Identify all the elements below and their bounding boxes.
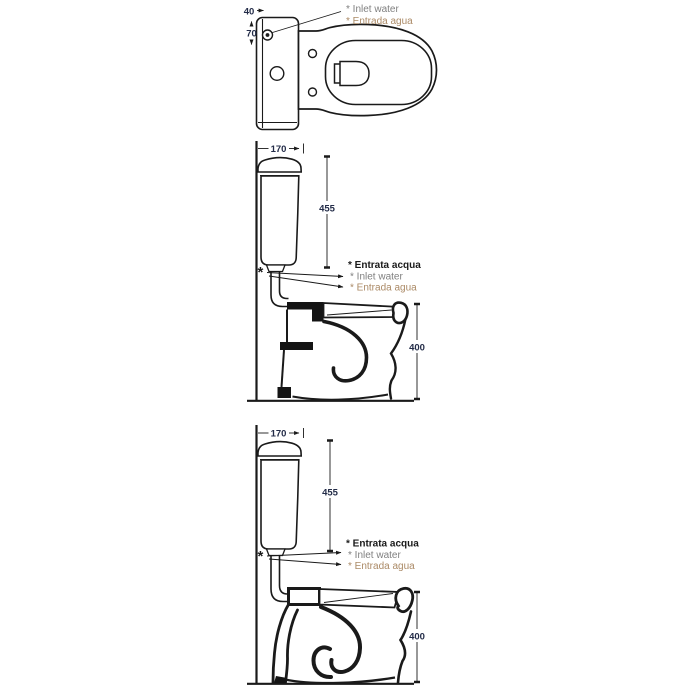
svg-text:70: 70 [246, 28, 257, 40]
cistern-outlet [267, 265, 286, 272]
svg-text:170: 170 [270, 428, 287, 440]
svg-text:170: 170 [270, 144, 287, 155]
dim-400 [406, 304, 428, 400]
leader-line [267, 273, 343, 277]
s-inlet-label-es: * Entrada agua [348, 561, 415, 572]
trap-channel [321, 607, 360, 672]
flush-opening-plan [340, 62, 369, 86]
inlet-point-icon [263, 30, 273, 40]
top-inlet-label-es: * Entrada agua [346, 16, 413, 27]
bowl-p-trap [278, 302, 408, 400]
dim-40 [244, 7, 264, 18]
trap-channel [324, 322, 367, 381]
dim-455 [319, 441, 341, 552]
s-inlet-label-it: * Entrata acqua [346, 538, 419, 550]
p-inlet-label-it: * Entrata acqua [348, 260, 421, 271]
dim-70 [246, 22, 257, 45]
top-inlet-label-en: * Inlet water [346, 4, 399, 15]
svg-text:455: 455 [322, 487, 338, 499]
p-inlet-label-en: * Inlet water [350, 271, 403, 283]
trap-channel [314, 647, 332, 677]
inlet-asterisk: * [257, 548, 264, 565]
seat-plan [299, 24, 437, 115]
hinge-hole-bottom-icon [309, 88, 317, 96]
flush-knob-icon [270, 67, 284, 81]
top-view [244, 4, 437, 130]
svg-text:400: 400 [409, 342, 425, 354]
dim-455 [316, 157, 338, 268]
rim-front-curl [396, 588, 413, 611]
dim-170 [258, 428, 304, 440]
p-inlet-label-es: * Entrada agua [350, 282, 417, 294]
dim-170 [258, 144, 304, 156]
side-view-s-trap [247, 425, 428, 684]
side-view-p-trap [247, 141, 428, 401]
s-inlet-label-en: * Inlet water [348, 550, 401, 561]
bowl-s-trap [273, 588, 413, 683]
hinge-hole-top-icon [309, 50, 317, 58]
svg-text:400: 400 [409, 631, 425, 643]
svg-text:455: 455 [319, 203, 335, 215]
flush-pipe [271, 556, 289, 602]
cistern-side [258, 158, 301, 272]
svg-text:40: 40 [243, 6, 255, 18]
inlet-asterisk: * [257, 264, 264, 281]
